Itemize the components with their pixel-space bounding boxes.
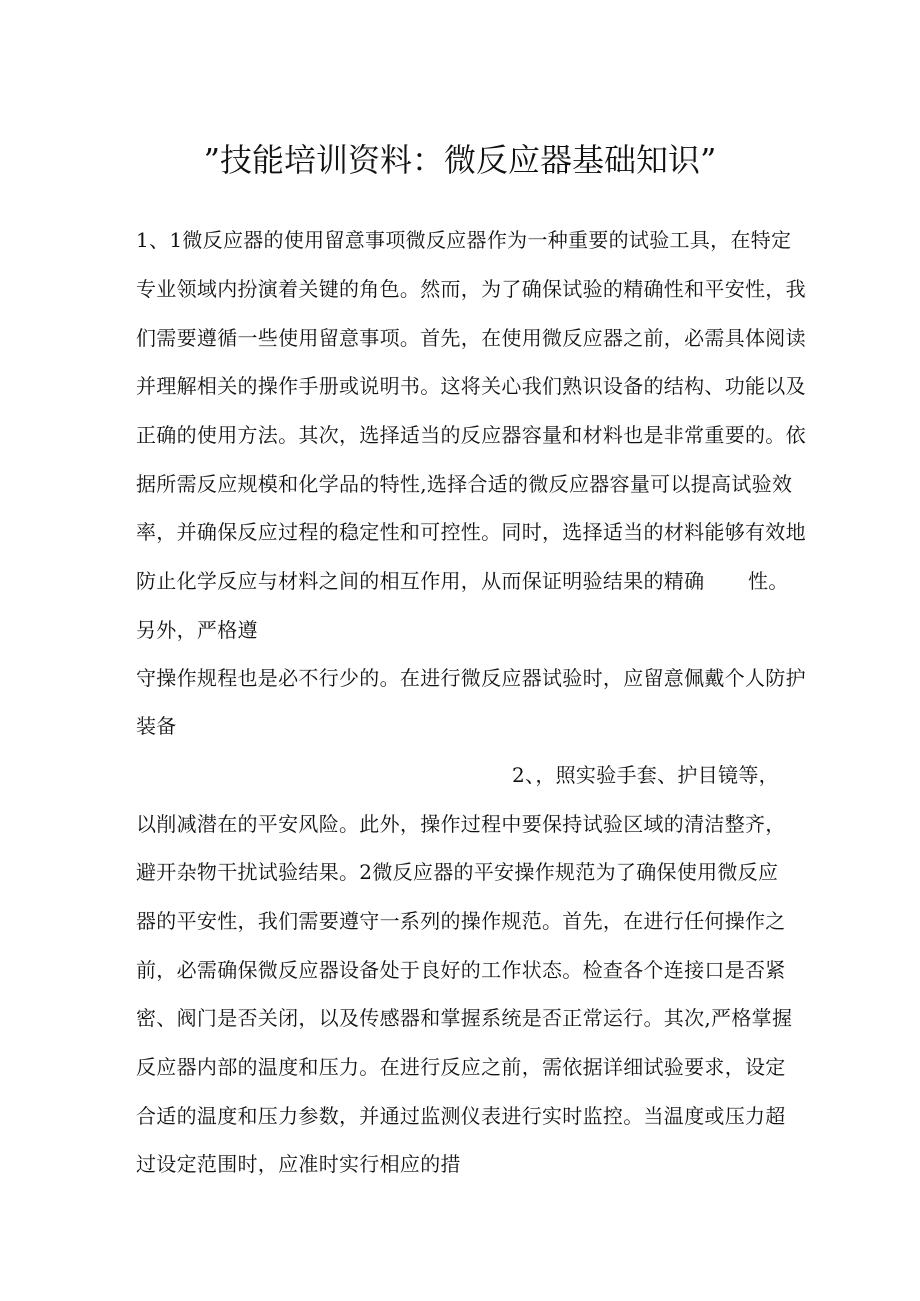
paragraph-line: 据所需反应规模和化学品的特性,选择合适的微反应器容量可以提高试验效 xyxy=(136,472,793,496)
paragraph-line: 专业领域内扮演着关键的角色。然而，为了确保试验的精确性和平安性，我 xyxy=(136,277,806,301)
paragraph-line: 装备 xyxy=(136,714,177,738)
document-title: ”技能培训资料：微反应器基础知识” xyxy=(203,141,717,179)
paragraph-line: 并理解相关的操作手册或说明书。这将关心我们熟识设备的结构、功能以及 xyxy=(136,374,806,398)
paragraph-line: 过设定范围时，应准时实行相应的措 xyxy=(136,1152,461,1176)
paragraph-line: 率，并确保反应过程的稳定性和可控性。同时，选择适当的材料能够有效地 xyxy=(136,520,806,544)
paragraph-line: 防止化学反应与材料之间的相互作用，从而保证明验结果的精确 xyxy=(136,569,705,593)
paragraph-line: 守操作规程也是必不行少的。在进行微反应器试验时，应留意佩戴个人防护 xyxy=(136,666,806,690)
paragraph-line: 密、阀门是否关闭，以及传感器和掌握系统是否正常运行。其次,严格掌握 xyxy=(136,1006,793,1030)
paragraph-line: 另外，严格遵 xyxy=(136,618,258,642)
paragraph-line: 2、，照实验手套、护目镜等， xyxy=(512,763,779,787)
paragraph-line: 们需要遵循一些使用留意事项。首先，在使用微反应器之前，必需具体阅读 xyxy=(136,326,806,350)
paragraph-line: 性。 xyxy=(748,569,789,593)
paragraph-line: 以削减潜在的平安风险。此外，操作过程中要保持试验区域的清洁整齐， xyxy=(136,812,786,836)
paragraph-line: 合适的温度和压力参数，并通过监测仪表进行实时监控。当温度或压力超 xyxy=(136,1104,786,1128)
paragraph-line: 避开杂物干扰试验结果。2微反应器的平安操作规范为了确保使用微反应 xyxy=(136,860,779,884)
paragraph-line: 1、1微反应器的使用留意事项微反应器作为一种重要的试验工具，在特定 xyxy=(136,228,792,252)
paragraph-line: 前，必需确保微反应器设备处于良好的工作状态。检查各个连接口是否紧 xyxy=(136,958,786,982)
paragraph-line: 反应器内部的温度和压力。在进行反应之前，需依据详细试验要求，设定 xyxy=(136,1055,786,1079)
paragraph-line: 器的平安性，我们需要遵守一系列的操作规范。首先，在进行任何操作之 xyxy=(136,909,786,933)
paragraph-line: 正确的使用方法。其次，选择适当的反应器容量和材料也是非常重要的。依 xyxy=(136,423,806,447)
